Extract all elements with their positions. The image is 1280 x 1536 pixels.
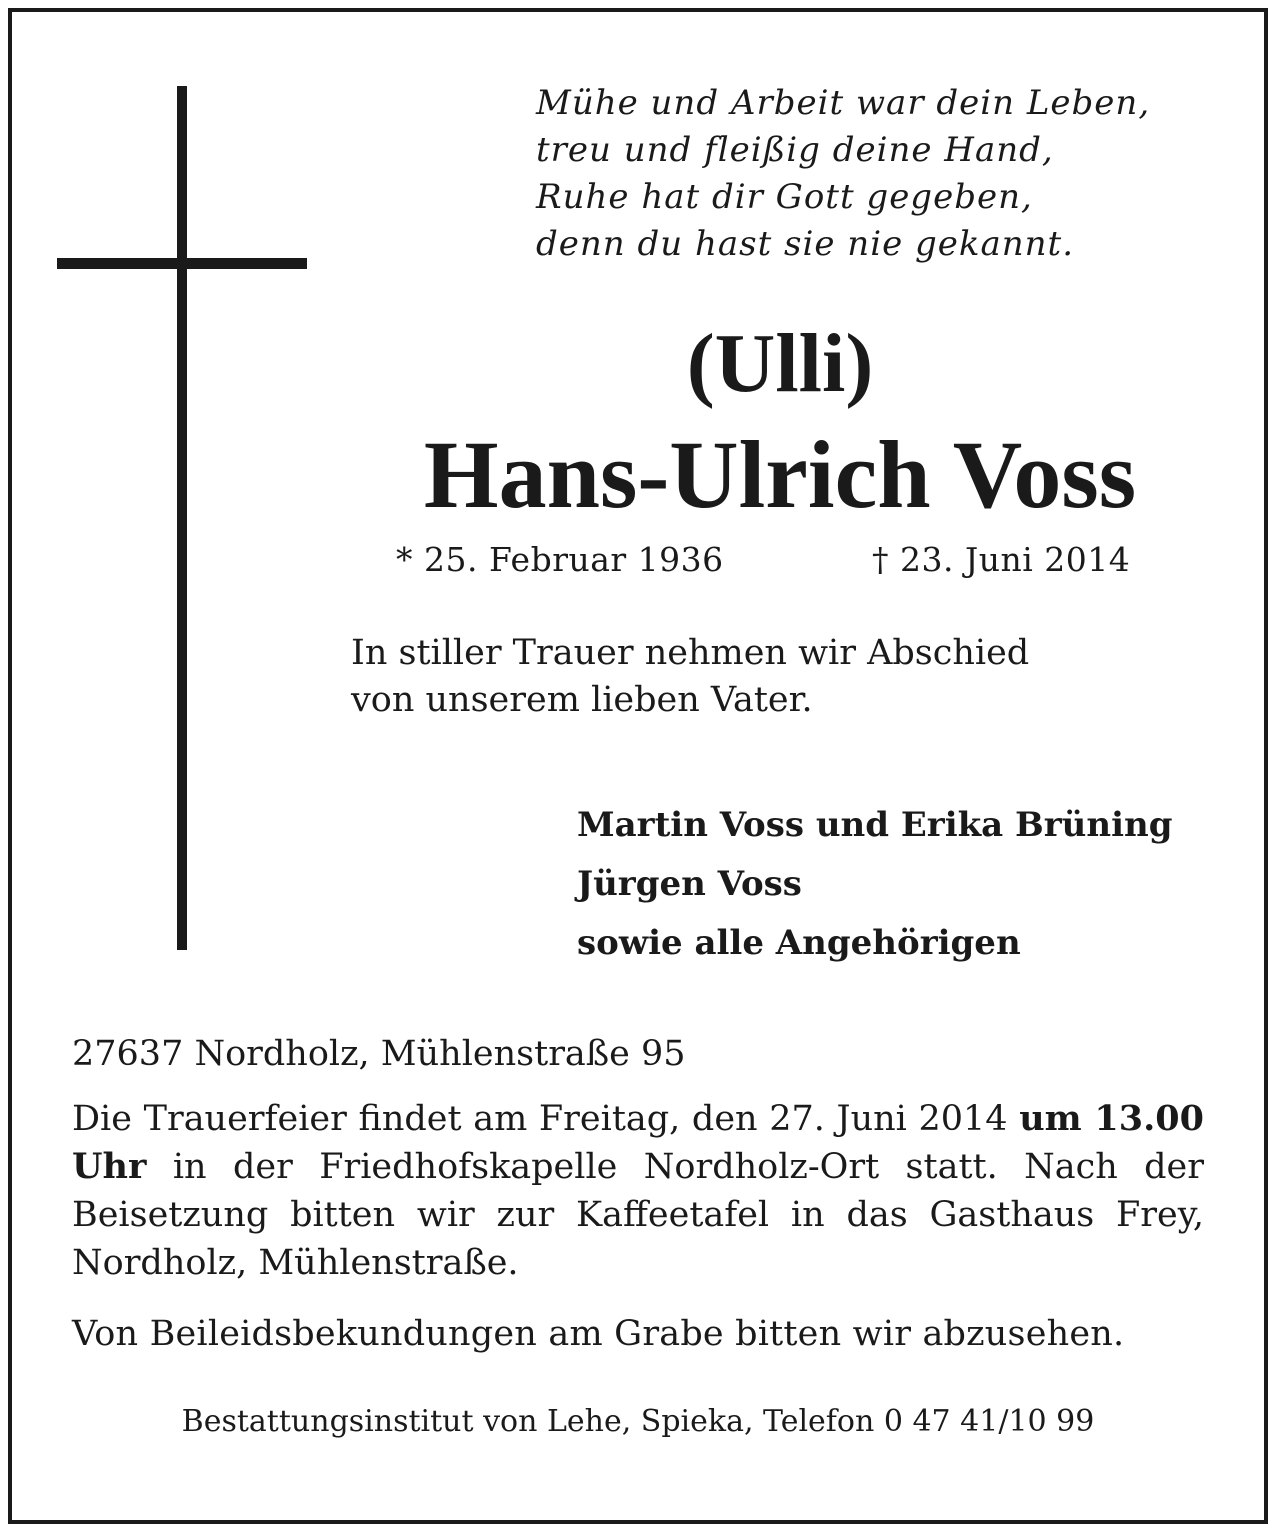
ceremony-text-start: Die Trauerfeier findet am Freitag, den 27. Juni 2014 [72,1099,1020,1139]
family-member: Jürgen Voss [577,864,802,904]
deceased-name: Hans-Ulrich Voss [423,421,1137,528]
poem-line: treu und fleißig deine Hand, [536,130,1054,170]
mourning-line: In stiller Trauer nehmen wir Abschied [351,633,1030,673]
family-member: sowie alle Angehörigen [577,923,1021,963]
ceremony-text-end: in der Friedhofskapelle Nordholz-Ort statt. Nach der Beisetzung bitten wir zur Kaffeetafel in das Gasthaus Frey, Nordholz, Mühlenstraße. [72,1147,1204,1283]
cross-vertical-bar [177,86,187,950]
cross-horizontal-bar [57,258,307,269]
mourning-text [351,630,1211,724]
poem-line: Mühe und Arbeit war dein Leben, [536,83,1151,123]
deceased-nickname: (Ulli) [686,317,874,410]
undertaker-info: Bestattungsinstitut von Lehe, Spieka, Telefon 0 47 41/10 99 [181,1404,1095,1439]
family-member: Martin Voss und Erika Brüning [577,805,1173,845]
condolence-note: Von Beileidsbekundungen am Grabe bitten wir abzusehen. [72,1314,1125,1354]
death-date: † 23. Juni 2014 [872,540,1131,579]
poem-line: Ruhe hat dir Gott gegeben, [536,177,1033,217]
family-signatures [577,796,1237,973]
ceremony-notice [72,1095,1204,1287]
ceremony-time: um 13.00 Uhr [72,1098,1205,1187]
memorial-poem [536,80,1256,268]
poem-line: denn du hast sie nie gekannt. [536,224,1075,264]
mourning-line: von unserem lieben Vater. [351,680,813,720]
family-address: 27637 Nordholz, Mühlenstraße 95 [72,1034,686,1074]
birth-date: * 25. Februar 1936 [396,540,724,579]
